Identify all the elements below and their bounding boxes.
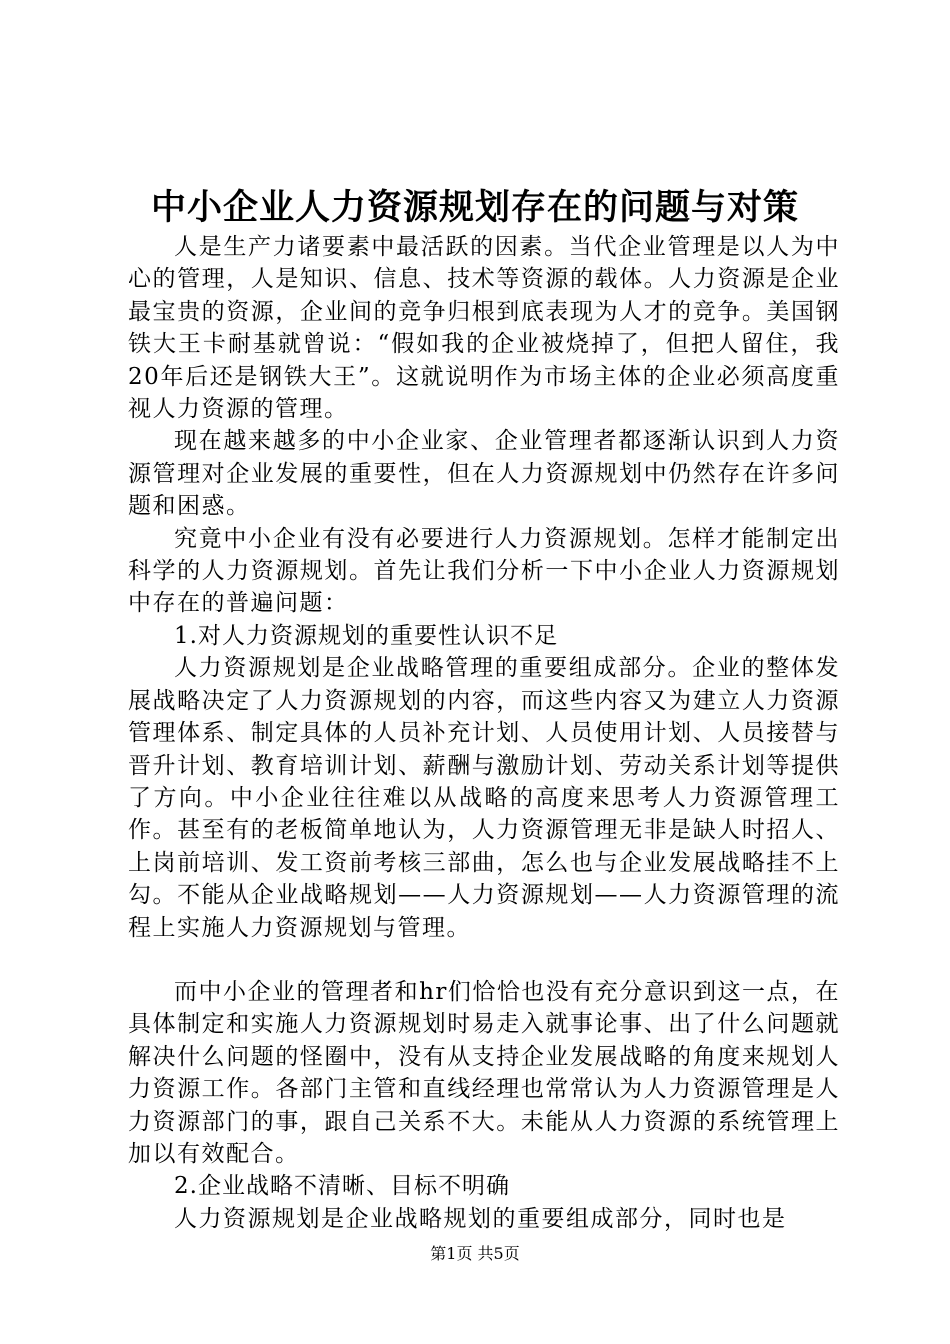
paragraph-hr-managers: 而中小企业的管理者和hr们恰恰也没有充分意识到这一点，在具体制定和实施人力资源规划时易走入就事论事、出了什么问题就解决什么问题的怪圈中，没有从支持企业发展战略的角度来规划人力资源工作。各部门主管和直线经理也常常认为人力资源管理是人力资源部门的事，跟自己关系不大。未能从人力资源的系统管理上加以有效配合。 (128, 978, 840, 1167)
paragraph-gap (128, 944, 840, 976)
paragraph-awareness: 现在越来越多的中小企业家、企业管理者都逐渐认识到人力资源管理对企业发展的重要性，但在人力资源规划中仍然存在许多问题和困惑。 (128, 428, 840, 520)
section-heading-1: 1.对人力资源规划的重要性认识不足 (174, 622, 558, 649)
paragraph-strategy: 人力资源规划是企业战略管理的重要组成部分。企业的整体发展战略决定了人力资源规划的内容，而这些内容又为建立人力资源管理体系、制定具体的人员补充计划、人员使用计划、人员接替与晋升计划、教育培训计划、薪酬与激励计划、劳动关系计划等提供了方向。中小企业往往难以从战略的高度来思考人力资源管理工作。甚至有的老板简单地认为，人力资源管理无非是缺人时招人、上岗前培训、发工资前考核三部曲，怎么也与企业发展战略挂不上勾。不能从企业战略规划——人力资源规划——人力资源管理的流程上实施人力资源规划与管理。 (128, 655, 840, 941)
page-number-footer: 第1页 共5页 (430, 1244, 520, 1263)
document-title: 中小企业人力资源规划存在的问题与对策 (150, 187, 799, 228)
document-body (128, 231, 840, 1235)
section-heading-2: 2.企业战略不清晰、目标不明确 (174, 1173, 510, 1200)
paragraph-planning: 人力资源规划是企业战略规划的重要组成部分，同时也是 (174, 1205, 787, 1232)
paragraph-intro: 人是生产力诸要素中最活跃的因素。当代企业管理是以人为中心的管理，人是知识、信息、技术等资源的载体。人力资源是企业最宝贵的资源，企业间的竞争归根到底表现为人才的竞争。美国钢铁大王卡耐基就曾说：“假如我的企业被烧掉了，但把人留住，我20年后还是钢铁大王”。这就说明作为市场主体的企业必须高度重视人力资源的管理。 (128, 234, 840, 423)
paragraph-question: 究竟中小企业有没有必要进行人力资源规划。怎样才能制定出科学的人力资源规划。首先让我们分析一下中小企业人力资源规划中存在的普遍问题： (128, 525, 840, 617)
